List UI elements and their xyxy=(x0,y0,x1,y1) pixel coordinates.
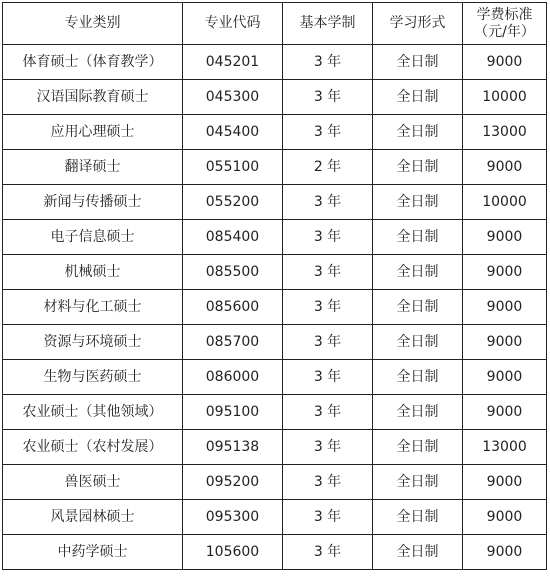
table-row xyxy=(3,395,547,430)
cell-major-type: 生物与医药硕士 xyxy=(3,360,183,395)
cell-tuition: 9000 xyxy=(463,395,547,430)
cell-major-code: 085500 xyxy=(183,255,283,290)
table-row xyxy=(3,80,547,115)
cell-duration: 3 年 xyxy=(283,255,373,290)
cell-duration: 3 年 xyxy=(283,395,373,430)
cell-major-type: 资源与环境硕士 xyxy=(3,325,183,360)
cell-tuition: 10000 xyxy=(463,185,547,220)
table-row xyxy=(3,535,547,570)
cell-study-mode: 全日制 xyxy=(373,395,463,430)
header-tuition-title: 学费标准 xyxy=(476,6,533,23)
cell-study-mode: 全日制 xyxy=(373,185,463,220)
header-major-code: 专业代码 xyxy=(183,3,283,45)
table-row xyxy=(3,290,547,325)
cell-duration: 3 年 xyxy=(283,45,373,80)
cell-duration: 3 年 xyxy=(283,220,373,255)
cell-tuition: 13000 xyxy=(463,430,547,465)
table-row xyxy=(3,500,547,535)
cell-study-mode: 全日制 xyxy=(373,500,463,535)
cell-major-code: 105600 xyxy=(183,535,283,570)
cell-duration: 3 年 xyxy=(283,430,373,465)
cell-major-type: 材料与化工硕士 xyxy=(3,290,183,325)
cell-major-type: 新闻与传播硕士 xyxy=(3,185,183,220)
cell-study-mode: 全日制 xyxy=(373,535,463,570)
cell-major-type: 体育硕士（体育教学） xyxy=(3,45,183,80)
cell-major-type: 中药学硕士 xyxy=(3,535,183,570)
cell-tuition: 9000 xyxy=(463,220,547,255)
table-row xyxy=(3,255,547,290)
cell-major-code: 085400 xyxy=(183,220,283,255)
table-row xyxy=(3,430,547,465)
header-tuition xyxy=(463,3,547,45)
cell-tuition: 9000 xyxy=(463,150,547,185)
cell-study-mode: 全日制 xyxy=(373,360,463,395)
cell-duration: 3 年 xyxy=(283,535,373,570)
cell-major-type: 电子信息硕士 xyxy=(3,220,183,255)
cell-tuition: 9000 xyxy=(463,255,547,290)
cell-study-mode: 全日制 xyxy=(373,325,463,360)
cell-major-type: 风景园林硕士 xyxy=(3,500,183,535)
cell-duration: 3 年 xyxy=(283,500,373,535)
cell-duration: 3 年 xyxy=(283,360,373,395)
table-row xyxy=(3,150,547,185)
cell-study-mode: 全日制 xyxy=(373,465,463,500)
cell-study-mode: 全日制 xyxy=(373,115,463,150)
cell-major-type: 应用心理硕士 xyxy=(3,115,183,150)
cell-major-type: 翻译硕士 xyxy=(3,150,183,185)
cell-tuition: 13000 xyxy=(463,115,547,150)
cell-tuition: 9000 xyxy=(463,535,547,570)
cell-duration: 3 年 xyxy=(283,115,373,150)
table-row xyxy=(3,325,547,360)
cell-major-code: 055100 xyxy=(183,150,283,185)
header-duration: 基本学制 xyxy=(283,3,373,45)
table-row xyxy=(3,465,547,500)
cell-study-mode: 全日制 xyxy=(373,80,463,115)
cell-tuition: 10000 xyxy=(463,80,547,115)
cell-major-code: 095138 xyxy=(183,430,283,465)
tuition-table xyxy=(2,2,547,570)
table-body xyxy=(3,45,547,570)
cell-major-type: 机械硕士 xyxy=(3,255,183,290)
cell-tuition: 9000 xyxy=(463,325,547,360)
table-row xyxy=(3,115,547,150)
cell-duration: 3 年 xyxy=(283,80,373,115)
cell-major-code: 086000 xyxy=(183,360,283,395)
header-study-mode: 学习形式 xyxy=(373,3,463,45)
table-row xyxy=(3,360,547,395)
cell-tuition: 9000 xyxy=(463,465,547,500)
cell-major-code: 045400 xyxy=(183,115,283,150)
cell-major-code: 095200 xyxy=(183,465,283,500)
cell-major-code: 055200 xyxy=(183,185,283,220)
cell-tuition: 9000 xyxy=(463,290,547,325)
cell-major-type: 汉语国际教育硕士 xyxy=(3,80,183,115)
table-row xyxy=(3,185,547,220)
cell-study-mode: 全日制 xyxy=(373,150,463,185)
header-major-type: 专业类别 xyxy=(3,3,183,45)
cell-major-type: 兽医硕士 xyxy=(3,465,183,500)
cell-study-mode: 全日制 xyxy=(373,220,463,255)
cell-duration: 3 年 xyxy=(283,465,373,500)
cell-major-code: 045201 xyxy=(183,45,283,80)
cell-major-code: 085700 xyxy=(183,325,283,360)
cell-major-type: 农业硕士（其他领域） xyxy=(3,395,183,430)
cell-duration: 2 年 xyxy=(283,150,373,185)
cell-study-mode: 全日制 xyxy=(373,45,463,80)
cell-major-code: 095300 xyxy=(183,500,283,535)
cell-study-mode: 全日制 xyxy=(373,430,463,465)
cell-tuition: 9000 xyxy=(463,360,547,395)
cell-major-code: 085600 xyxy=(183,290,283,325)
cell-duration: 3 年 xyxy=(283,325,373,360)
cell-duration: 3 年 xyxy=(283,185,373,220)
cell-major-code: 045300 xyxy=(183,80,283,115)
cell-study-mode: 全日制 xyxy=(373,255,463,290)
cell-study-mode: 全日制 xyxy=(373,290,463,325)
table-header xyxy=(3,3,547,45)
table-row xyxy=(3,220,547,255)
cell-major-type: 农业硕士（农村发展） xyxy=(3,430,183,465)
cell-tuition: 9000 xyxy=(463,500,547,535)
header-tuition-unit: （元/年） xyxy=(474,23,535,40)
table-row xyxy=(3,45,547,80)
cell-duration: 3 年 xyxy=(283,290,373,325)
header-row xyxy=(3,3,547,45)
cell-tuition: 9000 xyxy=(463,45,547,80)
cell-major-code: 095100 xyxy=(183,395,283,430)
